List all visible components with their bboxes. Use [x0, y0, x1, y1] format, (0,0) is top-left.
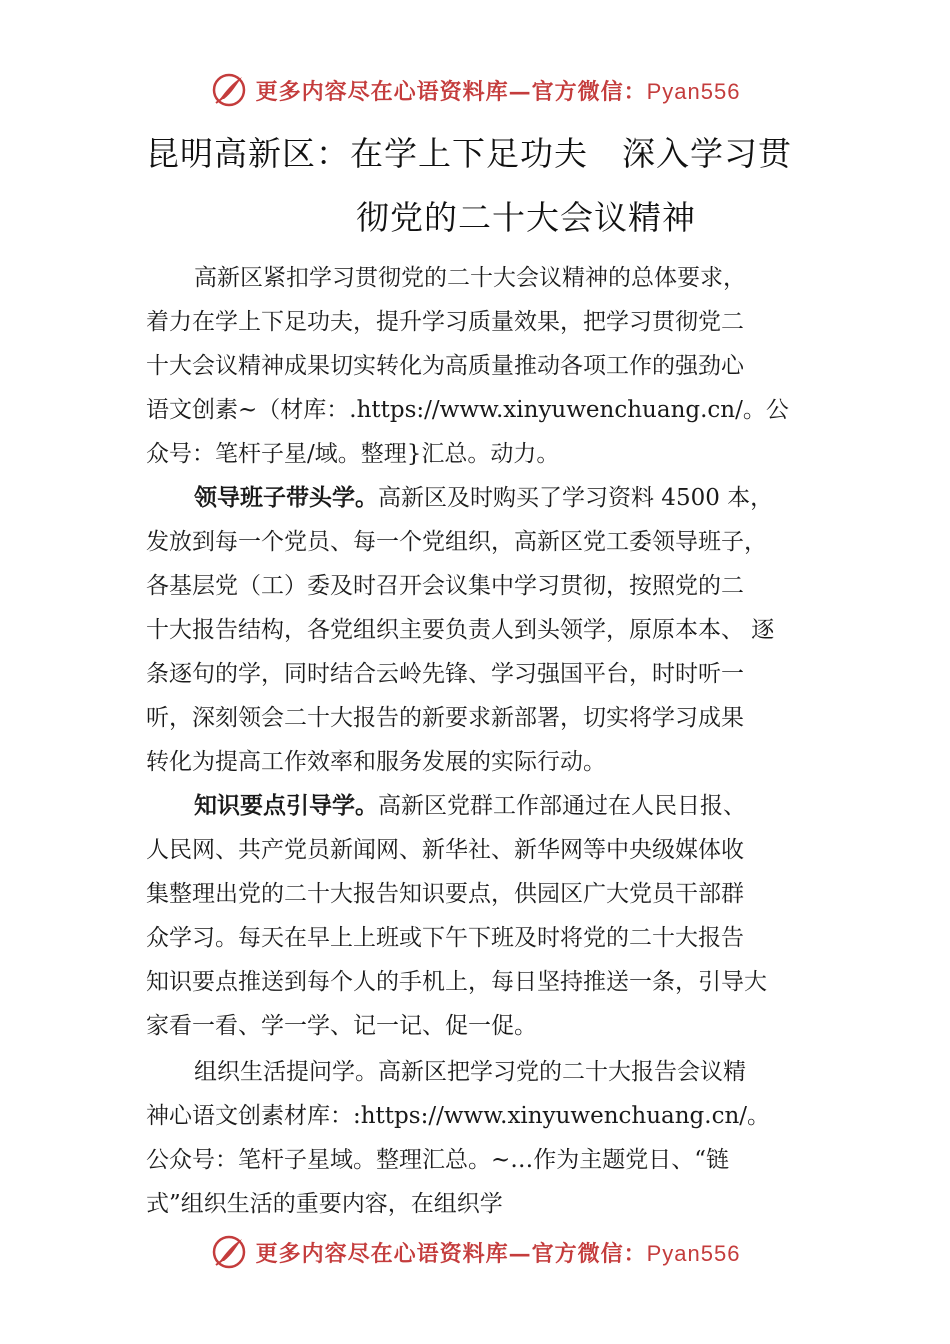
text-line: 神心语文创素材库：:https://www.xinyuwenchuang.cn/。	[146, 1103, 771, 1129]
text-line: 公众号：笔杆子星域。整理汇总。~…作为主题党日、“链	[146, 1147, 730, 1173]
text-line: 条逐句的学，同时结合云岭先锋、学习强国平台，时时听一	[146, 661, 744, 687]
paragraph-knowledge	[146, 784, 826, 1048]
text-line: 语文创素~（材库：.https://www.xinyuwenchuang.cn/。公	[146, 397, 789, 423]
banner-label: 更多内容尽在心语资料库—官方微信：	[255, 78, 647, 105]
banner-text	[256, 75, 741, 106]
text-line: 发放到每一个党员、每一个党组织，高新区党工委领导班子，	[146, 529, 767, 555]
text-segment: 高新区党群工作部通过在人民日报、	[378, 793, 746, 819]
paragraph-lead: 知识要点引导学。	[194, 793, 378, 819]
paragraph-intro	[146, 256, 826, 476]
text-line: 高新区紧扣学习贯彻党的二十大会议精神的总体要求，	[194, 265, 746, 291]
text-line	[146, 784, 826, 828]
text-line: 知识要点推送到每个人的手机上，每日坚持推送一条，引导大	[146, 969, 767, 995]
document-title-line-1: 昆明高新区：在学上下足功夫 深入学习贯	[146, 134, 792, 173]
text-line: 集整理出党的二十大报告知识要点，供园区广大党员干部群	[146, 881, 744, 907]
feather-logo-icon	[210, 1233, 248, 1271]
paragraph-leadership	[146, 476, 826, 784]
text-line: 人民网、共产党员新闻网、新华社、新华网等中央级媒体收	[146, 837, 744, 863]
text-line: 各基层党（工）委及时召开会议集中学习贯彻，按照党的二	[146, 573, 744, 599]
text-line: 十大会议精神成果切实转化为高质量推动各项工作的强劲心	[146, 353, 744, 379]
text-segment: 高新区及时购买了学习资料 4500 本，	[378, 485, 774, 511]
text-line	[146, 476, 826, 520]
text-line: 众学习。每天在早上上班或下午下班及时将党的二十大报告	[146, 925, 744, 951]
feather-logo-icon	[210, 71, 248, 109]
document-title-line-2: 彻党的二十大会议精神	[356, 198, 696, 237]
text-line: 听，深刻领会二十大报告的新要求新部署，切实将学习成果	[146, 705, 744, 731]
text-line: 式”组织生活的重要内容，在组织学	[146, 1191, 503, 1217]
text-line: 组织生活提问学。高新区把学习党的二十大报告会议精	[194, 1059, 746, 1085]
wechat-handle: Pyan556	[646, 1240, 741, 1266]
text-line: 着力在学上下足功夫，提升学习质量效果，把学习贯彻党二	[146, 309, 744, 335]
banner-text	[256, 1237, 741, 1268]
paragraph-lead: 领导班子带头学。	[194, 485, 378, 511]
wechat-handle: Pyan556	[646, 78, 741, 104]
footer-banner	[0, 1232, 950, 1272]
text-line: 十大报告结构，各党组织主要负责人到头领学，原原本本、 逐	[146, 617, 775, 643]
text-line: 转化为提高工作效率和服务发展的实际行动。	[146, 749, 606, 775]
text-line: 众号：笔杆子星/域。整理}汇总。动力。	[146, 441, 560, 467]
text-line: 家看一看、学一学、记一记、促一促。	[146, 1013, 537, 1039]
header-banner	[0, 70, 950, 110]
banner-label: 更多内容尽在心语资料库—官方微信：	[255, 1240, 647, 1267]
paragraph-organization	[146, 1050, 826, 1226]
